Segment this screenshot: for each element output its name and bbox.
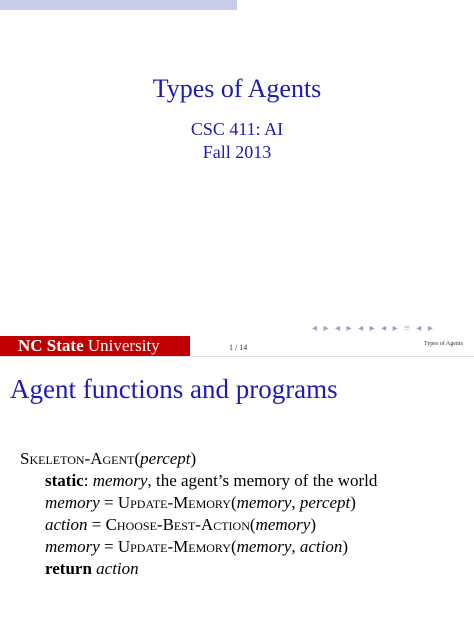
code-line-signature: Skeleton-Agent(percept) bbox=[20, 449, 197, 468]
function-name: Skeleton-Agent bbox=[20, 449, 135, 468]
term-subtitle: Fall 2013 bbox=[202, 142, 272, 162]
footer-short-title: Types of Agents bbox=[424, 341, 463, 347]
eq: = bbox=[99, 537, 118, 556]
pseudocode-block bbox=[20, 448, 377, 580]
code-line-static bbox=[20, 470, 377, 492]
fn: Choose-Best-Action bbox=[105, 515, 250, 534]
code-line-update1: memory = Update-Memory(memory, percept) bbox=[45, 493, 356, 512]
arg2: action bbox=[299, 537, 343, 556]
function-arg: percept bbox=[140, 449, 191, 468]
slide-divider bbox=[0, 356, 474, 357]
arg1: memory bbox=[255, 515, 311, 534]
institution-name-bold: NC State bbox=[18, 336, 84, 355]
top-progress-bar bbox=[0, 0, 474, 10]
keyword-return: return bbox=[45, 559, 92, 578]
fn: Update-Memory bbox=[117, 537, 231, 556]
keyword-static: static bbox=[45, 471, 84, 490]
page-number: 1 / 14 bbox=[229, 343, 248, 352]
slide-heading: Agent functions and programs bbox=[10, 374, 338, 404]
slide-title: Types of Agents bbox=[152, 74, 322, 103]
eq: = bbox=[99, 493, 118, 512]
lhs: action bbox=[45, 515, 88, 534]
institution-banner bbox=[0, 336, 190, 356]
arg2: percept bbox=[299, 493, 351, 512]
colon: : bbox=[83, 471, 93, 490]
arg1: memory bbox=[236, 537, 292, 556]
course-subtitle: CSC 411: AI bbox=[190, 119, 284, 139]
fn: Update-Memory bbox=[117, 493, 231, 512]
static-desc: , the agent’s memory of the world bbox=[147, 471, 378, 490]
code-line-update2: memory = Update-Memory(memory, action) bbox=[45, 537, 349, 556]
arg1: memory bbox=[236, 493, 292, 512]
lhs: memory bbox=[45, 493, 100, 512]
beamer-nav-icons[interactable]: ◂ ▸ ◂ ▸ ◂ ▸ ◂ ▸ ≡ ◂ ▸ bbox=[312, 323, 435, 334]
var-memory: memory bbox=[92, 471, 148, 490]
eq: = bbox=[87, 515, 106, 534]
progress-segment bbox=[0, 0, 237, 10]
return-var: action bbox=[96, 559, 139, 578]
institution-name-rest: University bbox=[83, 336, 160, 355]
lhs: memory bbox=[45, 537, 100, 556]
code-line-choose: action = Choose-Best-Action(memory) bbox=[45, 515, 316, 534]
code-line-return bbox=[20, 558, 377, 580]
